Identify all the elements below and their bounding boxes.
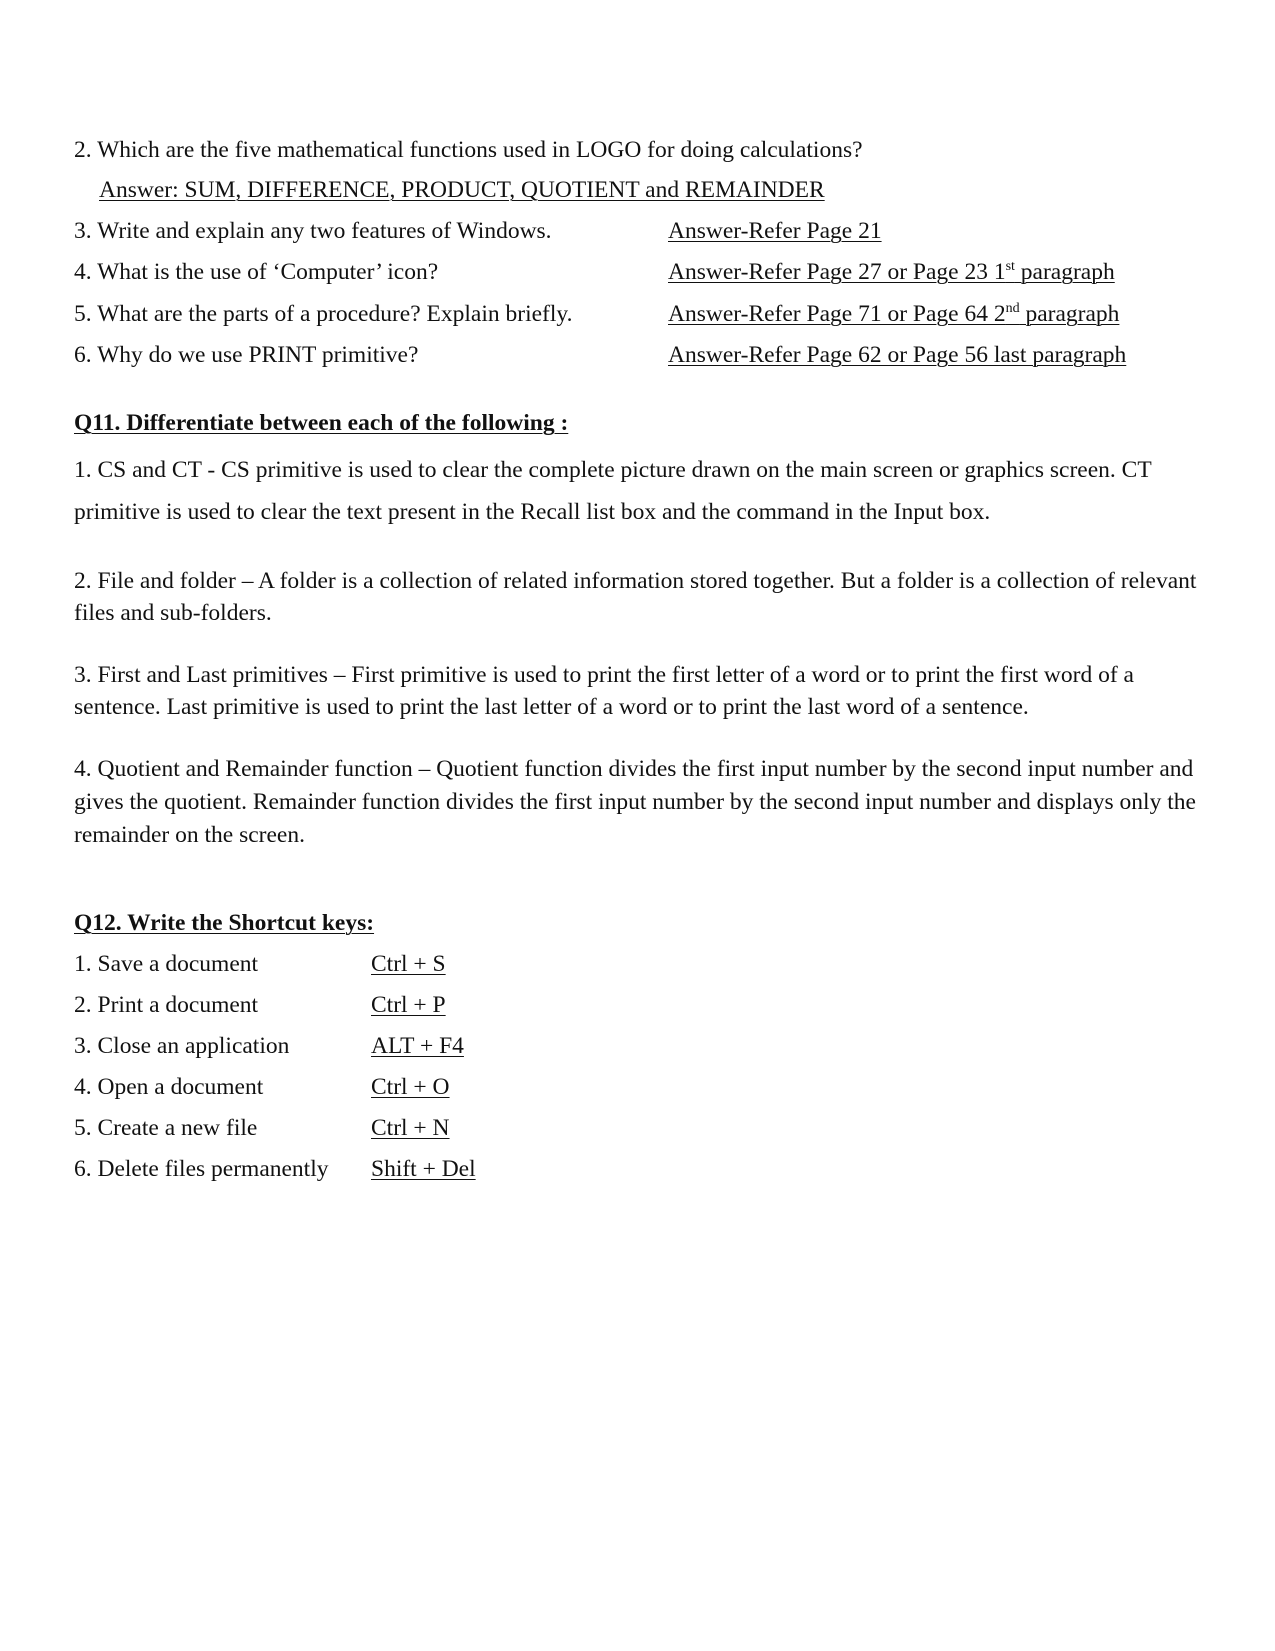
shortcut-keys: Ctrl + S	[371, 951, 446, 977]
question-6: 6. Why do we use PRINT primitive?	[74, 342, 419, 368]
shortcut-task: 1. Save a document	[74, 951, 259, 977]
answer-5-superscript: nd	[1005, 301, 1020, 316]
answer-3: Answer-Refer Page 21	[668, 218, 882, 244]
answer-4-superscript: st	[1005, 259, 1015, 274]
q11-item-3: 3. First and Last primitives – First primitive is used to print the first letter of a word or to print the first word of a sentence. Last primitive is used to print the last letter of a word or to print the last word of a sentence.	[74, 662, 1134, 720]
question-4: 4. What is the use of ‘Computer’ icon?	[74, 259, 439, 285]
shortcut-keys: Shift + Del	[371, 1156, 476, 1182]
shortcut-task: 4. Open a document	[74, 1074, 264, 1100]
question-5: 5. What are the parts of a procedure? Explain briefly.	[74, 301, 573, 327]
q11-item-1: 1. CS and CT - CS primitive is used to clear the complete picture drawn on the main screen or graphics screen. CT primitive is used to clear the text present in the Recall list box and the command in the Input box.	[74, 457, 1152, 525]
answer-4	[668, 258, 1115, 287]
shortcut-task: 5. Create a new file	[74, 1115, 258, 1141]
shortcut-keys: Ctrl + P	[371, 992, 446, 1018]
shortcut-task: 2. Print a document	[74, 992, 259, 1018]
shortcut-keys: ALT + F4	[371, 1033, 464, 1059]
answer-5-suffix: paragraph	[1019, 301, 1120, 327]
answer-4-suffix: paragraph	[1014, 259, 1115, 285]
answer-6: Answer-Refer Page 62 or Page 56 last paragraph	[668, 342, 1127, 368]
shortcut-task: 3. Close an application	[74, 1033, 290, 1059]
answer-4-text: Answer-Refer Page 27 or Page 23 1	[668, 259, 1006, 285]
shortcut-task: 6. Delete files permanently	[74, 1156, 329, 1182]
question-2: 2. Which are the five mathematical functions used in LOGO for doing calculations?	[74, 137, 863, 163]
shortcut-keys: Ctrl + O	[371, 1074, 450, 1100]
question-3: 3. Write and explain any two features of Windows.	[74, 218, 552, 244]
q11-item-2: 2. File and folder – A folder is a collection of related information stored together. But a folder is a collection of relevant files and sub-folders.	[74, 568, 1197, 626]
q12-heading: Q12. Write the Shortcut keys:	[74, 910, 375, 936]
q11-item-4: 4. Quotient and Remainder function – Quotient function divides the first input number by the second input number and gives the quotient. Remainder function divides the first input number by the second input number and displays only the remainder on the screen.	[74, 756, 1196, 848]
answer-5	[668, 300, 1119, 329]
shortcut-keys: Ctrl + N	[371, 1115, 450, 1141]
answer-2: Answer: SUM, DIFFERENCE, PRODUCT, QUOTIENT and REMAINDER	[99, 177, 825, 203]
answer-5-text: Answer-Refer Page 71 or Page 64 2	[668, 301, 1006, 327]
q11-heading: Q11. Differentiate between each of the following :	[74, 410, 569, 436]
